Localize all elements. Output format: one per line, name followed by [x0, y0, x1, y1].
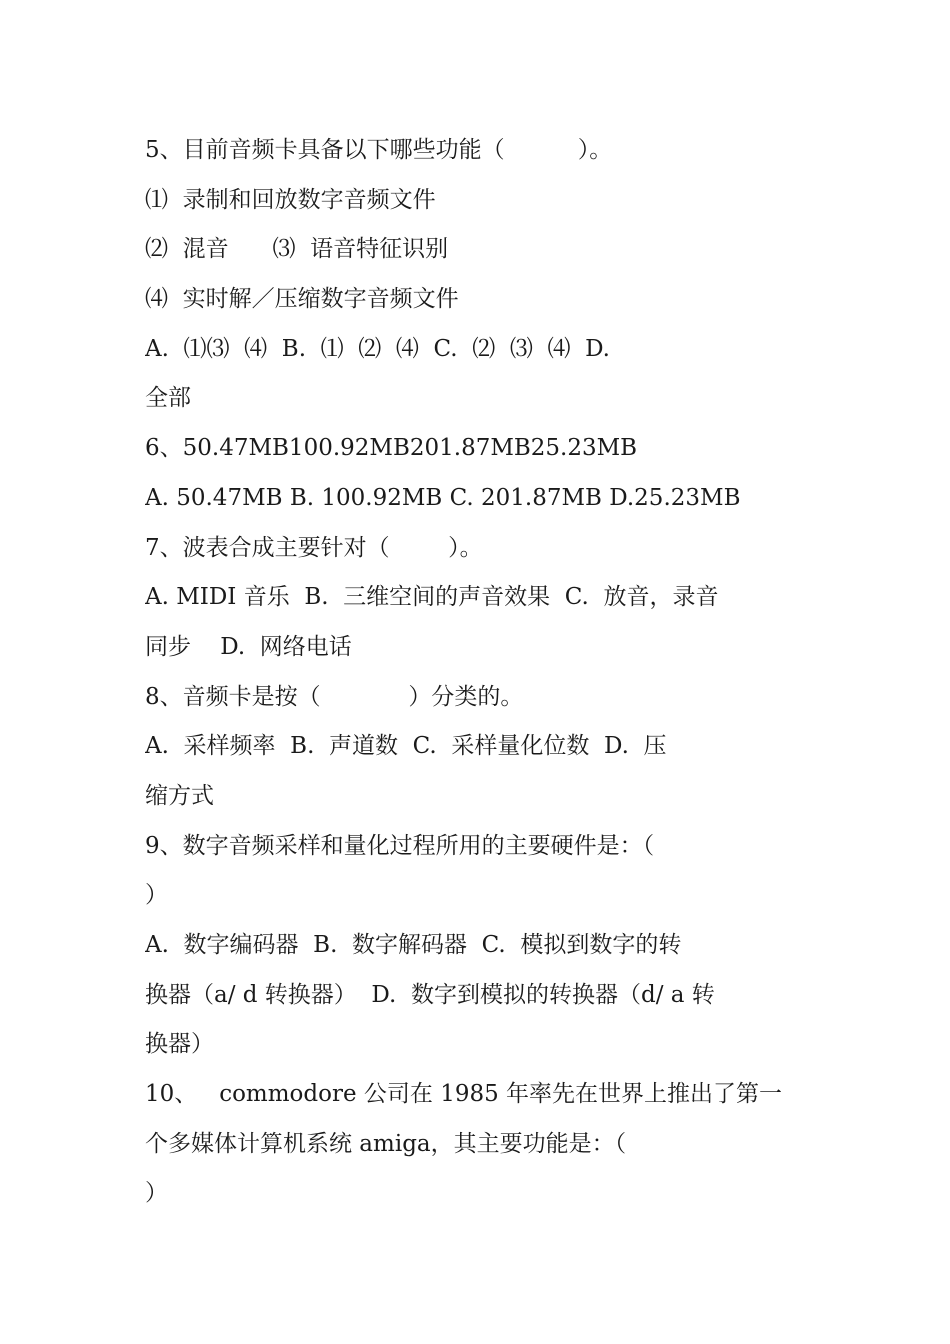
question-8-options: A. 采样频率 B. 声道数 C. 采样量化位数 D. 压: [145, 733, 667, 760]
question-7-stem: 7、波表合成主要针对（ ）。: [145, 534, 483, 561]
question-10-stem-end: ）: [145, 1180, 168, 1207]
question-9-options: A. 数字编码器 B. 数字解码器 C. 模拟到数字的转: [145, 932, 682, 958]
question-9-stem-cont: ）: [145, 882, 168, 909]
question-9-stem: 9、数字音频采样和量化过程所用的主要硬件是：（: [145, 832, 655, 859]
question-5-item-4: ⑷ 实时解／压缩数字音频文件: [145, 286, 459, 313]
document-body: [145, 126, 810, 1219]
question-8-stem: 8、音频卡是按（ ）分类的。: [145, 683, 524, 710]
question-7-options-cont: 同步 D. 网络电话: [145, 633, 352, 660]
question-5-options: A. ⑴⑶ ⑷ B. ⑴ ⑵ ⑷ C. ⑵ ⑶ ⑷ D.: [145, 335, 610, 362]
question-5-items-2-3: ⑵ 混音 ⑶ 语音特征识别: [145, 236, 449, 263]
question-7-options: A. MIDI 音乐 B. 三维空间的声音效果 C. 放音，录音: [145, 584, 719, 611]
question-10-stem-cont: 个多媒体计算机系统 amiga，其主要功能是：（: [145, 1130, 627, 1157]
question-6-options: A. 50.47MB B. 100.92MB C. 201.87MB D.25.23MB: [145, 484, 741, 511]
question-9-options-end: 换器）: [145, 1031, 214, 1058]
question-6-stem: 6、50.47MB100.92MB201.87MB25.23MB: [145, 435, 638, 462]
question-10-stem: 10、 commodore 公司在 1985 年率先在世界上推出了第一: [145, 1081, 783, 1108]
question-5-options-cont: 全部: [145, 385, 191, 412]
question-9-options-cont: 换器（a/ d 转换器） D. 数字到模拟的转换器（d/ a 转: [145, 981, 715, 1008]
question-5-item-1: ⑴ 录制和回放数字音频文件: [145, 186, 436, 213]
question-8-options-cont: 缩方式: [145, 782, 214, 809]
question-5-stem: 5、目前音频卡具备以下哪些功能（ ）。: [145, 137, 613, 163]
